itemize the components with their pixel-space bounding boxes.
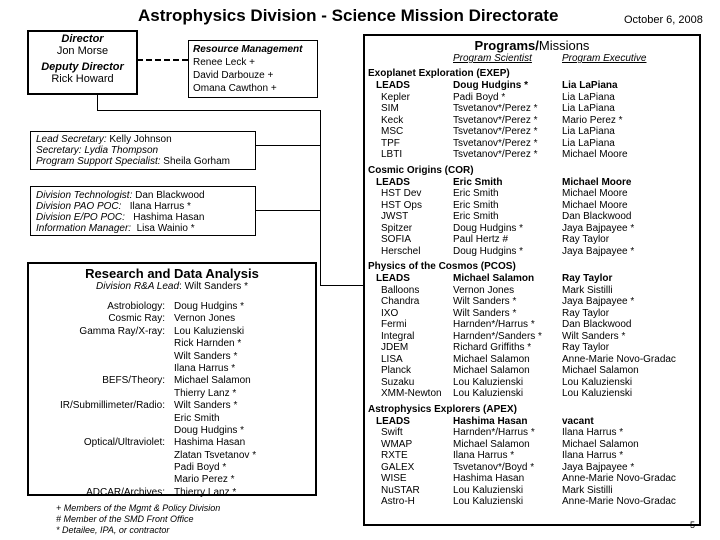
rda-row <box>29 487 315 499</box>
tech-name: Lisa Wainio * <box>136 223 195 234</box>
program-scientist: Harnden*/Harrus * <box>453 319 535 330</box>
mission-row <box>365 92 699 104</box>
rda-row <box>29 437 315 449</box>
program-executive: Dan Blackwood <box>562 319 632 330</box>
resource-management-box <box>188 40 318 98</box>
rda-lead-name: : Wilt Sanders * <box>179 281 248 292</box>
program-scientist: Tsvetanov*/Perez * <box>453 137 538 149</box>
mission-name: SIM <box>381 103 399 114</box>
rda-person: Wilt Sanders * <box>174 400 238 412</box>
mission-name: Fermi <box>381 319 407 330</box>
program-executive: Ray Taylor <box>562 273 613 284</box>
mission-name: WISE <box>381 473 407 484</box>
program-executive: Jaya Bajpayee * <box>562 461 635 473</box>
tech-name: Dan Blackwood <box>135 190 205 201</box>
program-scientist: Michael Salamon <box>453 438 530 450</box>
rda-area: Gamma Ray/X-ray: <box>79 325 165 337</box>
director-down-line <box>97 95 98 110</box>
mission-name: Herschel <box>381 245 421 257</box>
mission-name: Keck <box>381 114 404 126</box>
mission-row <box>365 439 699 451</box>
footnote: + Members of the Mgmt & Policy Division <box>56 503 221 513</box>
mission-name: LISA <box>381 353 403 365</box>
col-header-executive: Program Executive <box>562 53 647 64</box>
mission-row <box>365 377 699 389</box>
trunk-vertical-line <box>320 110 321 285</box>
rda-row <box>29 413 315 425</box>
program-scientist: Doug Hudgins * <box>453 222 524 234</box>
programs-connector-line <box>320 285 364 286</box>
program-executive: Anne-Marie Novo-Gradac <box>562 496 676 507</box>
mission-name: Swift <box>381 427 403 438</box>
rda-person: Zlatan Tsvetanov * <box>174 449 257 461</box>
mission-row <box>365 115 699 127</box>
mission-name: Chandra <box>381 296 420 307</box>
program-scientist: Vernon Jones <box>453 284 515 296</box>
mission-name: JWST <box>381 211 409 222</box>
mission-row <box>365 308 699 320</box>
program-executive: Anne-Marie Novo-Gradac <box>562 473 676 484</box>
resource-dashed-connector <box>137 59 188 61</box>
mission-name: Planck <box>381 365 412 376</box>
slide-title: Astrophysics Division - Science Mission Directorate <box>138 6 559 25</box>
program-group-title: Cosmic Origins (COR) <box>368 164 474 176</box>
program-scientist: Richard Griffiths * <box>453 342 532 353</box>
program-scientist: Michael Salamon <box>453 353 530 365</box>
rda-title: Research and Data Analysis <box>85 266 259 281</box>
mission-name: Balloons <box>381 284 420 296</box>
mission-name: LEADS <box>376 415 410 427</box>
program-executive: Michael Moore <box>562 188 628 199</box>
mission-name: IXO <box>381 307 399 319</box>
program-leads-row <box>365 273 699 285</box>
mission-name: Integral <box>381 330 415 342</box>
mission-row <box>365 462 699 474</box>
program-scientist: Harnden*/Sanders * <box>453 330 542 342</box>
program-scientist: Eric Smith <box>453 199 499 211</box>
programs-groups <box>365 68 699 508</box>
program-scientist: Lou Kaluzienski <box>453 376 524 388</box>
resource-member: Omana Cawthon + <box>193 83 277 94</box>
rda-rows <box>29 301 315 499</box>
resource-member: Renee Leck + <box>193 57 255 68</box>
mission-row <box>365 319 699 331</box>
program-scientist: Eric Smith <box>453 188 499 199</box>
mission-row <box>365 388 699 400</box>
program-scientist: Ilana Harrus * <box>453 450 515 461</box>
tech-name: Hashima Hasan <box>133 212 205 223</box>
program-scientist: Michael Salamon <box>453 365 530 376</box>
mission-row <box>365 223 699 235</box>
rda-area: IR/Submillimeter/Radio: <box>59 400 165 412</box>
rda-person: Mario Perez * <box>174 474 235 486</box>
mission-name: Kepler <box>381 91 410 103</box>
program-group-title: Physics of the Cosmos (PCOS) <box>368 261 516 272</box>
program-scientist: Tsvetanov*/Perez * <box>453 149 538 160</box>
rda-area: BEFS/Theory: <box>102 375 165 387</box>
program-scientist: Tsvetanov*/Perez * <box>453 126 538 137</box>
program-group <box>365 68 699 161</box>
program-scientist: Tsvetanov*/Boyd * <box>453 461 535 473</box>
rda-person: Michael Salamon <box>174 375 251 387</box>
col-header-scientist: Program Scientist <box>453 53 532 64</box>
rda-row <box>29 450 315 462</box>
mission-row <box>365 285 699 297</box>
mission-row <box>365 450 699 462</box>
programs-box <box>363 34 701 526</box>
rda-person: Doug Hudgins * <box>174 424 245 436</box>
rda-area: ADCAR/Archives: <box>86 486 165 498</box>
staff-name: Sheila Gorham <box>163 156 230 167</box>
program-executive: Ilana Harrus * <box>562 427 624 438</box>
staff-role: Program Support Specialist: <box>36 156 161 167</box>
mission-name: XMM-Newton <box>381 388 442 399</box>
program-scientist: Paul Hertz # <box>453 234 509 245</box>
rda-person: Rick Harnden * <box>174 338 242 350</box>
program-executive: Jaya Bajpayee * <box>562 245 635 257</box>
trunk-horizontal-line <box>97 110 320 111</box>
mission-name: RXTE <box>381 450 408 461</box>
mission-name: TPF <box>381 137 400 149</box>
rda-person: Eric Smith <box>174 412 220 424</box>
tech-role: Division E/PO POC: <box>36 212 125 223</box>
page-number: 5 <box>690 520 696 530</box>
program-scientist: Wilt Sanders * <box>453 296 517 307</box>
footnotes <box>56 503 220 536</box>
mission-row <box>365 331 699 343</box>
program-leads-row <box>365 177 699 189</box>
mission-name: HST Dev <box>381 188 422 199</box>
rda-lead-label: Division R&A Lead <box>96 281 180 292</box>
rda-row <box>29 400 315 412</box>
rda-person: Thierry Lanz * <box>174 486 237 498</box>
program-scientist: Wilt Sanders * <box>453 307 517 319</box>
program-executive: Ilana Harrus * <box>562 450 624 461</box>
programs-title <box>365 38 699 53</box>
rda-person: Padi Boyd * <box>174 462 227 474</box>
deputy-name: Rick Howard <box>51 73 114 85</box>
mission-name: LBTI <box>381 149 403 160</box>
tech-role: Division Technologist: <box>36 190 133 201</box>
mission-row <box>365 342 699 354</box>
program-executive: Lia LaPiana <box>562 80 618 91</box>
mission-row <box>365 246 699 258</box>
program-scientist: Michael Salamon <box>453 273 535 284</box>
mission-name: LEADS <box>376 80 410 91</box>
program-executive: Ray Taylor <box>562 342 610 353</box>
mission-row <box>365 473 699 485</box>
mission-row <box>365 138 699 150</box>
program-executive: Lia LaPiana <box>562 137 615 149</box>
program-scientist: Tsvetanov*/Perez * <box>453 103 538 114</box>
rda-row <box>29 351 315 363</box>
program-executive: Lia LaPiana <box>562 103 615 114</box>
program-scientist: Lou Kaluzienski <box>453 388 524 399</box>
program-scientist: Doug Hudgins * <box>453 80 528 91</box>
program-executive: Wilt Sanders * <box>562 330 626 342</box>
mission-row <box>365 427 699 439</box>
program-executive: Lia LaPiana <box>562 91 615 103</box>
resource-management-title: Resource Management <box>193 44 303 55</box>
technologist-box <box>30 186 256 236</box>
rda-person: Vernon Jones <box>174 313 236 325</box>
program-scientist: Hashima Hasan <box>453 415 528 427</box>
mission-row <box>365 188 699 200</box>
rda-person: Thierry Lanz * <box>174 387 237 399</box>
staff-role: Lead Secretary: <box>36 134 107 145</box>
program-executive: Michael Salamon <box>562 438 639 450</box>
mission-row <box>365 103 699 115</box>
mission-name: Spitzer <box>381 222 413 234</box>
program-leads-row <box>365 80 699 92</box>
mission-row <box>365 296 699 308</box>
program-executive: Anne-Marie Novo-Gradac <box>562 353 676 365</box>
program-executive: Mark Sistilli <box>562 484 613 496</box>
program-scientist: Harnden*/Harrus * <box>453 427 535 438</box>
program-scientist: Eric Smith <box>453 176 503 188</box>
program-leads-row <box>365 416 699 428</box>
program-executive: Michael Moore <box>562 149 628 160</box>
rda-row <box>29 326 315 338</box>
program-executive: Mark Sistilli <box>562 284 613 296</box>
rda-row <box>29 363 315 375</box>
program-group-title: Astrophysics Explorers (APEX) <box>368 403 517 415</box>
program-executive: Michael Salamon <box>562 365 639 376</box>
rda-person: Ilana Harrus * <box>174 362 236 374</box>
rda-row <box>29 313 315 325</box>
program-group <box>365 404 699 508</box>
rda-row <box>29 388 315 400</box>
programs-title-bold: Programs/ <box>474 38 539 53</box>
mission-row <box>365 365 699 377</box>
program-executive: vacant <box>562 415 594 427</box>
slide-date: October 6, 2008 <box>624 14 703 26</box>
mission-name: WMAP <box>381 438 413 450</box>
rda-row <box>29 474 315 486</box>
mission-row <box>365 126 699 138</box>
program-scientist: Eric Smith <box>453 211 499 222</box>
program-scientist: Hashima Hasan <box>453 473 525 484</box>
mission-name: HST Ops <box>381 199 422 211</box>
resource-member: David Darbouze + <box>193 70 274 81</box>
rda-row <box>29 425 315 437</box>
tech-role: Division PAO POC: <box>36 201 122 212</box>
mission-name: LEADS <box>376 176 410 188</box>
rda-person: Doug Hudgins * <box>174 301 245 312</box>
mission-name: LEADS <box>376 273 410 284</box>
programs-title-normal: Missions <box>538 38 590 53</box>
program-executive: Lia LaPiana <box>562 126 615 137</box>
mission-row <box>365 211 699 223</box>
deputy-label: Deputy Director <box>41 61 124 73</box>
mission-row <box>365 200 699 212</box>
mission-row <box>365 496 699 508</box>
program-scientist: Tsvetanov*/Perez * <box>453 114 538 126</box>
program-executive: Michael Moore <box>562 176 632 188</box>
program-executive: Mario Perez * <box>562 114 623 126</box>
staff-box <box>30 131 256 170</box>
rda-area: Optical/Ultraviolet: <box>83 437 165 449</box>
mission-name: GALEX <box>381 461 415 473</box>
rda-area: Cosmic Ray: <box>108 313 165 325</box>
rda-row <box>29 338 315 350</box>
programs-column-headers <box>365 53 699 66</box>
mission-name: Suzaku <box>381 376 415 388</box>
mission-name: NuSTAR <box>381 484 420 496</box>
program-executive: Ray Taylor <box>562 307 610 319</box>
mission-row <box>365 485 699 497</box>
program-executive: Michael Moore <box>562 199 628 211</box>
program-scientist: Doug Hudgins * <box>453 245 524 257</box>
mission-row <box>365 149 699 161</box>
program-executive: Lou Kaluzienski <box>562 376 633 388</box>
mission-name: JDEM <box>381 342 409 353</box>
program-executive: Ray Taylor <box>562 234 610 245</box>
program-executive: Jaya Bajpayee * <box>562 222 635 234</box>
footnote: * Detailee, IPA, or contractor <box>56 525 170 535</box>
staff-name: Kelly Johnson <box>109 134 172 145</box>
program-executive: Dan Blackwood <box>562 211 632 222</box>
director-name: Jon Morse <box>56 45 109 57</box>
program-scientist: Lou Kaluzienski <box>453 496 524 507</box>
mission-row <box>365 234 699 246</box>
program-group-title: Exoplanet Exploration (EXEP) <box>368 68 510 79</box>
rda-row <box>29 375 315 387</box>
footnote: # Member of the SMD Front Office <box>56 514 194 524</box>
mission-name: Astro-H <box>381 496 415 507</box>
program-group <box>365 261 699 400</box>
rda-row <box>29 301 315 313</box>
program-executive: Lou Kaluzienski <box>562 388 633 399</box>
research-data-analysis-box <box>27 262 317 496</box>
program-scientist: Lou Kaluzienski <box>453 484 524 496</box>
rda-person: Wilt Sanders * <box>174 350 238 362</box>
mission-row <box>365 354 699 366</box>
tech-role: Information Manager: <box>36 223 132 234</box>
mission-name: MSC <box>381 126 404 137</box>
mission-name: SOFIA <box>381 234 412 245</box>
program-executive: Jaya Bajpayee * <box>562 296 635 307</box>
tech-name: Ilana Harrus * <box>129 201 191 212</box>
rda-person: Lou Kaluzienski <box>174 325 245 337</box>
director-box <box>27 30 138 95</box>
rda-person: Hashima Hasan <box>174 437 246 449</box>
rda-area: Astrobiology: <box>107 301 165 312</box>
program-scientist: Padi Boyd * <box>453 91 506 103</box>
staff-connector-line <box>256 145 320 146</box>
director-label: Director <box>61 33 104 45</box>
staff-role: Secretary: Lydia Thompson <box>36 145 159 156</box>
tech-connector-line <box>256 210 320 211</box>
rda-row <box>29 462 315 474</box>
program-group <box>365 165 699 258</box>
